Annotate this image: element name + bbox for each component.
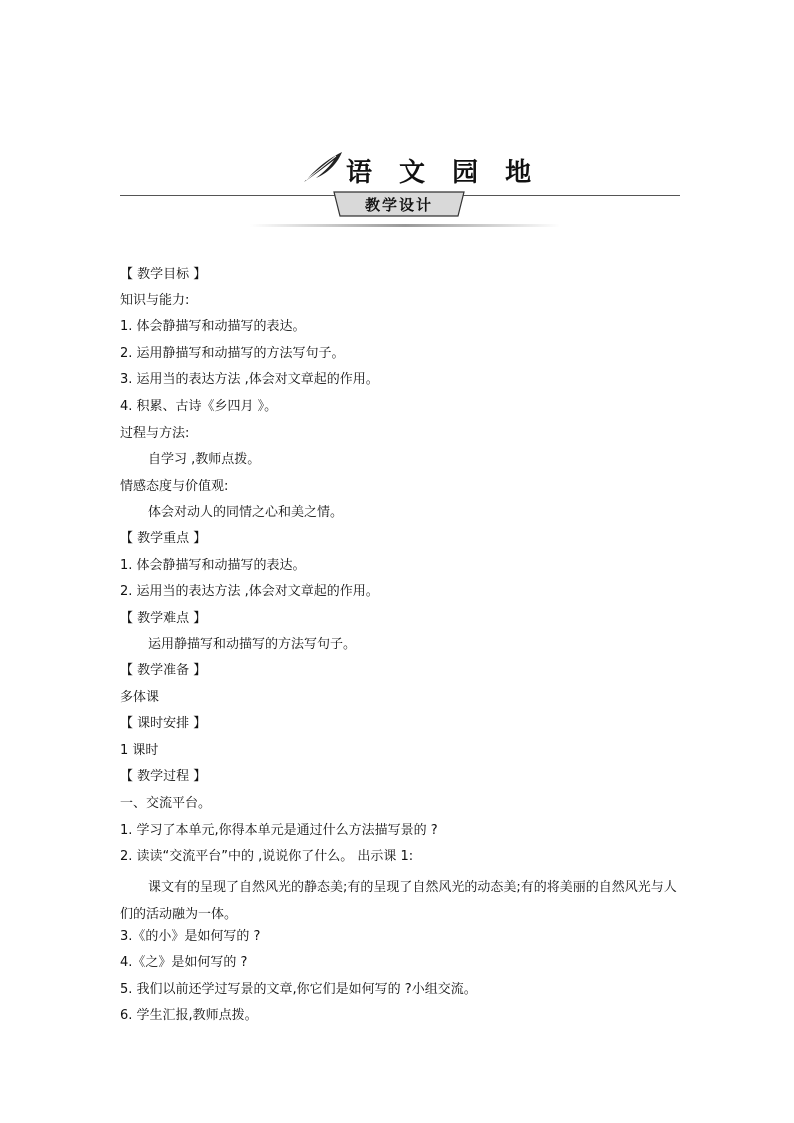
emotion-text: 体会对动人的同情之心和美之情。 <box>148 505 344 520</box>
title-row <box>0 148 794 192</box>
quill-icon <box>302 150 344 184</box>
heading-process-steps: 【 教学过程 】 <box>120 769 207 784</box>
objective-item: 4. 积累、古诗《乡四月 》。 <box>120 399 278 414</box>
subheading-knowledge: 知识与能力: <box>120 293 190 308</box>
heading-key-points: 【 教学重点 】 <box>120 531 207 546</box>
subheading-process: 过程与方法: <box>120 426 190 441</box>
objective-item: 2. 运用静描写和动描写的方法写句子。 <box>120 346 345 361</box>
heading-difficulties: 【 教学难点 】 <box>120 611 207 626</box>
heading-preparation: 【 教学准备 】 <box>120 663 207 678</box>
preparation-text: 多体课 <box>120 690 160 705</box>
step-item: 2. 读读“交流平台”中的 ,说说你了什么。 出示课 1: <box>120 849 414 864</box>
process-text: 自学习 ,教师点拨。 <box>148 452 261 467</box>
objective-item: 1. 体会静描写和动描写的表达。 <box>120 319 306 334</box>
shadow-rule <box>250 224 560 227</box>
difficulty-text: 运用静描写和动描写的方法写句子。 <box>148 637 357 652</box>
key-point-item: 2. 运用当的表达方法 ,体会对文章起的作用。 <box>120 584 379 599</box>
objective-item: 3. 运用当的表达方法 ,体会对文章起的作用。 <box>120 372 379 387</box>
heading-schedule: 【 课时安排 】 <box>120 716 207 731</box>
step-item: 6. 学生汇报,教师点拨。 <box>120 1008 258 1023</box>
schedule-text: 1 课时 <box>120 743 159 758</box>
subheading-emotion: 情感态度与价值观: <box>120 479 229 494</box>
step-item: 4.《之》是如何写的 ? <box>120 955 248 970</box>
step-item: 3.《的小》是如何写的 ? <box>120 929 261 944</box>
section-title: 一、交流平台。 <box>120 796 212 811</box>
page-subtitle: 教学设计 <box>364 196 433 214</box>
page-title: 语 文 园 地 <box>346 158 541 188</box>
step-item: 1. 学习了本单元,你得本单元是通过什么方法描写景的 ? <box>120 823 438 838</box>
key-point-item: 1. 体会静描写和动描写的表达。 <box>120 558 306 573</box>
heading-objectives: 【 教学目标 】 <box>120 267 207 282</box>
step-item: 5. 我们以前还学过写景的文章,你它们是如何写的 ?小组交流。 <box>120 982 477 997</box>
quote-paragraph: 课文有的呈现了自然风光的静态美;有的呈现了自然风光的动态美;有的将美丽的自然风光与人们的活动融为一体。 <box>120 880 677 922</box>
